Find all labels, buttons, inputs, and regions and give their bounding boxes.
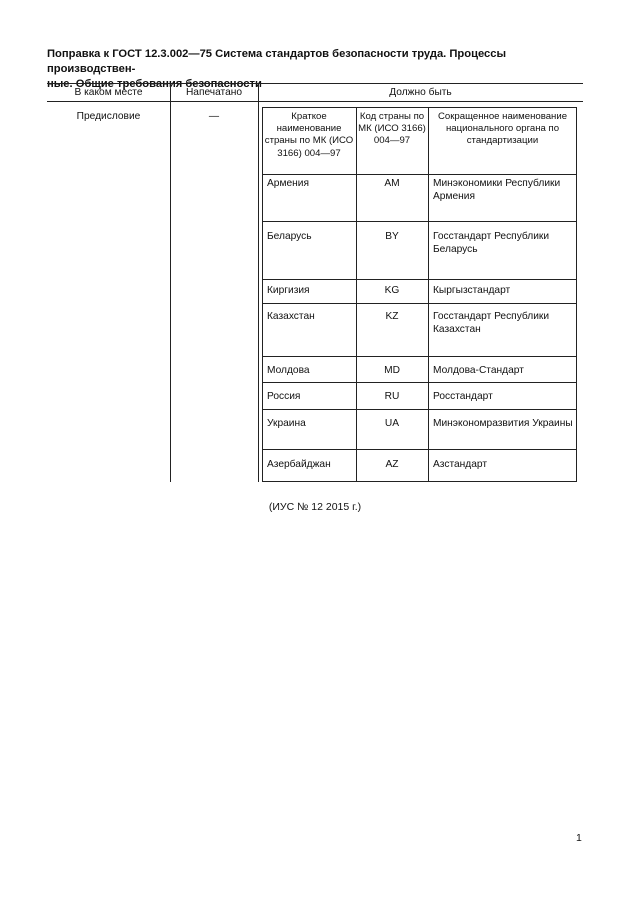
org-cell: Госстандарт Республики Беларусь bbox=[433, 231, 550, 256]
country-cell: Россия bbox=[267, 391, 301, 402]
country-cell: Беларусь bbox=[267, 231, 312, 242]
inner-table-divider-2 bbox=[428, 107, 429, 482]
header-bottom-border bbox=[47, 101, 583, 102]
code-cell: BY bbox=[385, 231, 399, 242]
title-line-1: Поправка к ГОСТ 12.3.002—75 Система стандартов безопасности труда. Процессы производствен- bbox=[47, 48, 507, 75]
row-divider bbox=[262, 449, 576, 450]
org-cell: Молдова-Стандарт bbox=[433, 365, 524, 376]
org-cell: Азстандарт bbox=[433, 459, 488, 470]
document-title bbox=[47, 47, 592, 92]
org-cell: Госстандарт Республики Казахстан bbox=[433, 311, 550, 336]
inner-header-org: Сокращенное наименование национального органа по стандартизации bbox=[437, 111, 568, 147]
row-divider bbox=[262, 279, 576, 280]
row-divider bbox=[262, 356, 576, 357]
row-divider bbox=[262, 303, 576, 304]
code-cell: AM bbox=[384, 178, 400, 189]
column-header-printed: Напечатано bbox=[185, 87, 243, 98]
row-where-cell: Предисловие bbox=[76, 111, 141, 122]
code-cell: AZ bbox=[385, 459, 399, 470]
inner-table-right-border bbox=[576, 107, 577, 482]
code-cell: UA bbox=[384, 418, 400, 429]
inner-table-top-border bbox=[262, 107, 576, 108]
table-top-border bbox=[47, 83, 583, 84]
title-line-2: ные. Общие требования безопасности bbox=[47, 78, 262, 90]
country-cell: Киргизия bbox=[267, 285, 310, 296]
code-cell: MD bbox=[384, 365, 400, 376]
country-cell: Армения bbox=[267, 178, 309, 189]
inner-table-bottom-border bbox=[262, 481, 576, 482]
org-cell: Минэкономики Республики Армения bbox=[433, 178, 561, 203]
column-divider-2 bbox=[258, 83, 259, 482]
org-cell: Минэкономразвития Украины bbox=[433, 418, 573, 429]
code-cell: KZ bbox=[385, 311, 399, 322]
inner-header-code: Код страны по МК (ИСО 3166) 004—97 bbox=[358, 111, 426, 147]
inner-header-bottom-border bbox=[262, 174, 576, 175]
country-cell: Молдова bbox=[267, 365, 310, 376]
row-divider bbox=[262, 382, 576, 383]
inner-table-left-border bbox=[262, 107, 263, 482]
org-cell: Росстандарт bbox=[433, 391, 493, 402]
column-header-should-be: Должно быть bbox=[389, 87, 452, 98]
code-cell: KG bbox=[384, 285, 400, 296]
country-cell: Украина bbox=[267, 418, 306, 429]
row-divider bbox=[262, 409, 576, 410]
footnote: (ИУС № 12 2015 г.) bbox=[268, 501, 362, 513]
code-cell: RU bbox=[384, 391, 400, 402]
page-number: 1 bbox=[576, 832, 582, 844]
inner-header-short-name: Краткое наименование страны по МК (ИСО 3166) 004—97 bbox=[264, 111, 354, 159]
org-cell: Кыргызстандарт bbox=[433, 285, 511, 296]
country-cell: Казахстан bbox=[267, 311, 315, 322]
row-divider bbox=[262, 221, 576, 222]
column-divider-1 bbox=[170, 83, 171, 482]
row-printed-cell: — bbox=[208, 111, 220, 122]
country-cell: Азербайджан bbox=[267, 459, 331, 470]
column-header-where: В каком месте bbox=[74, 87, 143, 98]
